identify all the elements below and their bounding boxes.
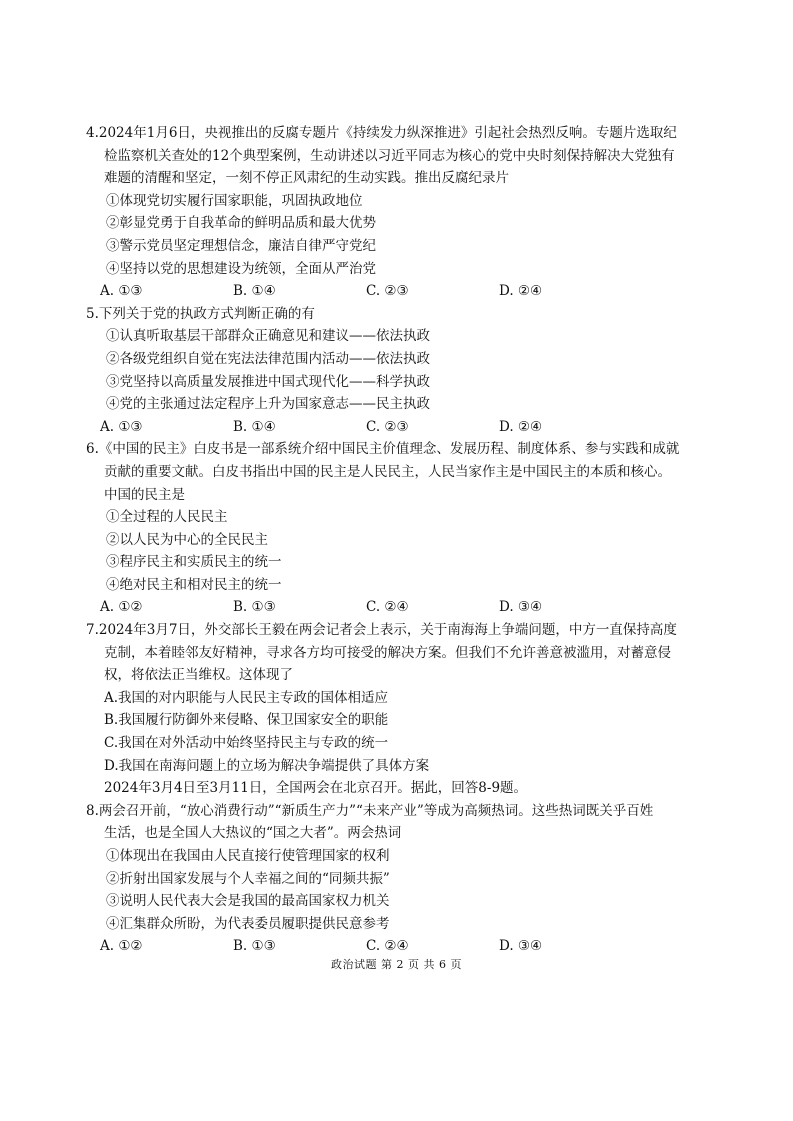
option-a: A. ①③ [100,283,143,300]
option-b: B. ①③ [233,599,276,616]
question-4 [86,122,726,303]
question-6 [86,438,726,619]
question-7-stem-line: 克制，本着睦邻友好精神，寻求各方均可接受的解决方案。但我们不允许善意被滥用，对蓄意侵 [104,644,671,661]
question-7-choice-c: C.我国在对外活动中始终坚持民主与专政的统一 [104,735,389,752]
question-7 [86,619,726,777]
question-8-options [86,935,726,958]
option-b: B. ①④ [233,283,276,300]
option-a: A. ①③ [100,418,143,435]
option-d: D. ③④ [499,938,543,955]
question-8-statement: ④汇集群众所盼，为代表委员履职提供民意参考 [106,915,390,932]
question-5 [86,303,726,439]
option-b: B. ①③ [233,938,276,955]
question-6-stem-line: 6.《中国的民主》白皮书是一部系统介绍中国民主价值理念、发展历程、制度体系、参与实践和成就 [86,441,680,458]
question-8 [86,800,726,958]
question-6-options [86,596,726,619]
option-c: C. ②③ [366,283,409,300]
material-intro: 2024年3月4日至3月11日，全国两会在北京召开。据此，回答8-9题。 [104,780,528,797]
question-6-statement: ④绝对民主和相对民主的统一 [106,576,282,593]
question-7-choice-d: D.我国在南海问题上的立场为解决争端提供了具体方案 [104,757,430,774]
option-d: D. ③④ [499,599,543,616]
question-5-stem-line: 5.下列关于党的执政方式判断正确的有 [86,305,315,322]
question-5-statement: ②各级党组织自觉在宪法法律范围内活动——依法执政 [106,350,430,367]
question-7-stem-line: 7.2024年3月7日，外交部长王毅在两会记者会上表示，关于南海海上争端问题，中方一直保持高度 [86,622,677,639]
question-4-stem-line: 4.2024年1月6日，央视推出的反腐专题片《持续发力纵深推进》引起社会热烈反响。专题片选取纪 [86,125,677,141]
option-a: A. ①② [100,599,143,616]
option-c: C. ②④ [366,599,409,616]
option-d: D. ②④ [499,283,543,300]
question-6-statement: ③程序民主和实质民主的统一 [106,554,282,571]
question-6-statement: ①全过程的人民民主 [106,509,228,526]
question-list [86,122,726,958]
question-6-stem-line: 中国的民主是 [104,486,185,503]
question-7-choice-a: A.我国的对内职能与人民民主专政的国体相适应 [104,689,389,706]
question-8-stem-line: 生活，也是全国人大热议的“国之大者”。两会热词 [104,825,402,842]
question-5-options [86,416,726,439]
question-5-statement: ③党坚持以高质量发展推进中国式现代化——科学执政 [106,373,430,390]
question-7-stem-line: 权，将依法正当维权。这体现了 [104,667,293,684]
question-4-statement: ②彰显党勇于自我革命的鲜明品质和最大优势 [106,215,376,232]
question-8-statement: ①体现出在我国由人民直接行使管理国家的权利 [106,848,390,864]
option-b: B. ①④ [233,418,276,435]
question-4-stem-line: 难题的清醒和坚定，一刻不停正风肃纪的生动实践。推出反腐纪录片 [104,170,509,187]
question-4-stem-line: 检监察机关查处的12个典型案例，生动讲述以习近平同志为核心的党中央时刻保持解决大党独有 [104,147,675,164]
question-4-statement: ④坚持以党的思想建设为统领，全面从严治党 [106,260,376,277]
option-d: D. ②④ [499,418,543,435]
question-8-statement: ②折射出国家发展与个人幸福之间的“同频共振” [106,870,390,887]
page-footer: 政治试题 第 2 页 共 6 页 [331,958,462,971]
question-7-choice-b: B.我国履行防御外来侵略、保卫国家安全的职能 [104,712,389,729]
question-8-stem-line: 8.两会召开前，“放心消费行动”“新质生产力”“未来产业”等成为高频热词。这些热词既关乎百姓 [86,802,654,819]
option-a: A. ①② [100,938,143,955]
question-6-stem-line: 贡献的重要文献。白皮书指出中国的民主是人民民主，人民当家作主是中国民主的本质和核心。 [104,463,671,480]
question-4-statement: ①体现党切实履行国家职能，巩固执政地位 [106,192,363,209]
question-5-statement: ④党的主张通过法定程序上升为国家意志——民主执政 [106,396,430,413]
question-6-statement: ②以人民为中心的全民民主 [106,531,268,548]
question-4-options [86,280,726,303]
question-4-statement: ③警示党员坚定理想信念，廉洁自律严守党纪 [106,237,376,254]
question-8-statement: ③说明人民代表大会是我国的最高国家权力机关 [106,893,390,910]
question-5-statement: ①认真听取基层干部群众正确意见和建议——依法执政 [106,328,430,345]
option-c: C. ②③ [366,418,409,435]
option-c: C. ②④ [366,938,409,955]
